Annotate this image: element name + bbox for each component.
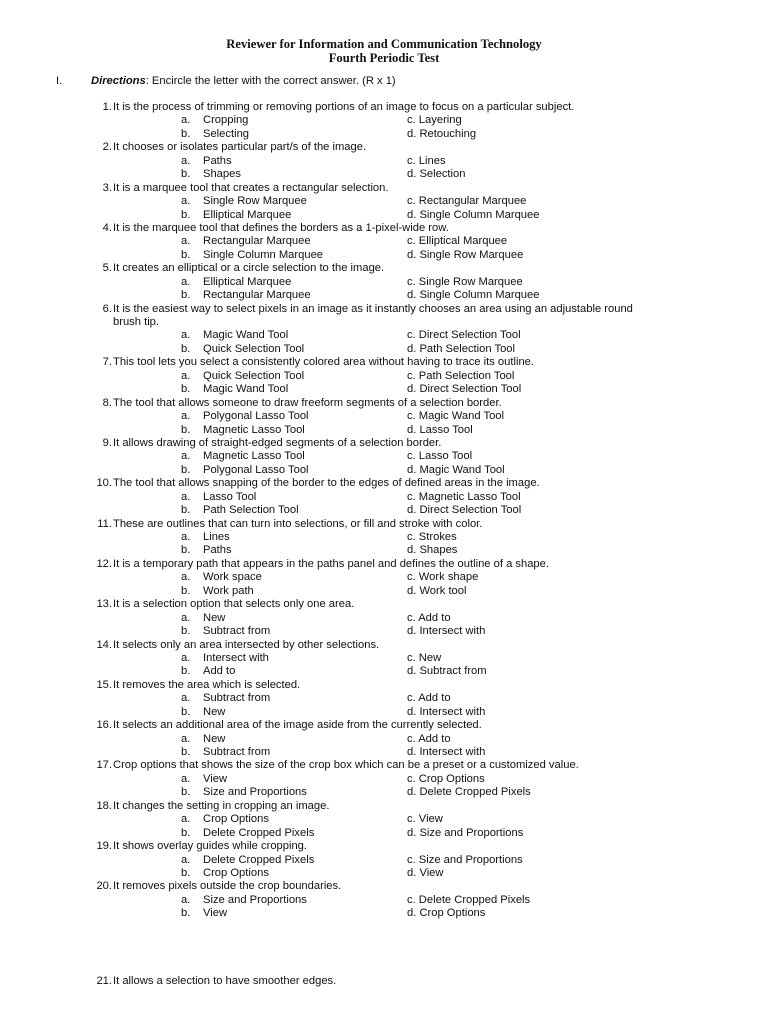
question-item	[0, 880, 768, 920]
question-stem-line	[0, 141, 768, 154]
question-stem-line	[0, 558, 768, 571]
question-text: This tool lets you select a consistently colored area without having to trace its outline.	[113, 356, 534, 369]
option-row	[0, 491, 768, 504]
question-stem-line	[0, 719, 768, 732]
option-row	[0, 370, 768, 383]
option-a: Quick Selection Tool	[203, 369, 305, 382]
option-row	[0, 450, 768, 463]
option-b: Elliptical Marquee	[203, 208, 292, 221]
option-letter-b: b.	[181, 383, 191, 396]
question-stem-line	[0, 262, 768, 275]
option-row	[0, 235, 768, 248]
option-row	[0, 854, 768, 867]
document-subtitle: Fourth Periodic Test	[328, 51, 440, 65]
option-row	[0, 531, 768, 544]
option-a: Cropping	[203, 114, 249, 127]
question-item	[0, 639, 768, 679]
question-text: It is a marquee tool that creates a rectangular selection.	[113, 181, 389, 194]
option-c: c. Lines	[407, 154, 446, 167]
question-stem-line	[0, 316, 768, 329]
question-item	[0, 759, 768, 799]
option-row	[0, 867, 768, 880]
option-b: Path Selection Tool	[203, 504, 299, 517]
question-number: 12.	[96, 557, 112, 570]
option-row	[0, 625, 768, 638]
option-letter-a: a.	[181, 450, 191, 463]
question-item	[0, 558, 768, 598]
option-c: c. Magic Wand Tool	[407, 410, 504, 423]
option-c: c. Strokes	[407, 531, 457, 543]
option-a: Crop Options	[203, 813, 269, 826]
question-text: It creates an elliptical or a circle selection to the image.	[113, 262, 385, 275]
option-letter-a: a.	[181, 490, 191, 503]
option-d: d. Work tool	[407, 584, 467, 597]
question-stem-line	[0, 182, 768, 195]
option-a: New	[203, 611, 226, 624]
option-c: c. Work shape	[407, 571, 479, 584]
question-number: 7.	[102, 356, 112, 369]
option-row	[0, 733, 768, 746]
option-row	[0, 249, 768, 262]
question-stem-line	[0, 679, 768, 692]
question-text: It removes the area which is selected.	[113, 678, 301, 691]
question-item	[0, 356, 768, 396]
option-a: Size and Proportions	[203, 893, 307, 906]
option-b: Paths	[203, 544, 232, 557]
option-row	[0, 706, 768, 719]
option-row	[0, 195, 768, 208]
option-letter-b: b.	[181, 866, 191, 879]
option-c: c. New	[407, 651, 442, 664]
question-stem-line	[0, 840, 768, 853]
option-letter-b: b.	[181, 423, 191, 436]
option-row	[0, 813, 768, 826]
option-a: Polygonal Lasso Tool	[203, 410, 309, 423]
option-c: c. Crop Options	[407, 772, 485, 785]
option-b: Rectangular Marquee	[203, 289, 311, 302]
question-number: 4.	[102, 221, 112, 234]
option-row	[0, 343, 768, 356]
option-b: Work path	[203, 584, 254, 597]
option-letter-a: a.	[181, 893, 191, 906]
question-text: It is the process of trimming or removing portions of an image to focus on a particular subject.	[113, 101, 575, 113]
option-d: d. Crop Options	[407, 907, 486, 920]
option-letter-b: b.	[181, 248, 191, 261]
option-d: d. Single Column Marquee	[407, 208, 540, 221]
question-stem-line	[0, 598, 768, 611]
option-c: c. Direct Selection Tool	[407, 329, 521, 342]
option-d: d. Direct Selection Tool	[407, 504, 522, 517]
option-c: c. Single Row Marquee	[407, 275, 523, 288]
question-text: The tool that allows snapping of the border to the edges of defined areas in the image.	[113, 477, 540, 490]
option-d: d. Magic Wand Tool	[407, 463, 505, 476]
question-item	[0, 437, 768, 477]
question-stem-line	[0, 518, 768, 531]
option-letter-a: a.	[181, 853, 191, 866]
question-number: 13.	[96, 598, 112, 611]
question-number: 17.	[96, 759, 112, 772]
option-d: d. Lasso Tool	[407, 423, 473, 436]
option-row	[0, 746, 768, 759]
option-row	[0, 585, 768, 598]
option-b: Shapes	[203, 168, 241, 181]
option-letter-a: a.	[181, 772, 191, 785]
option-letter-b: b.	[181, 746, 191, 758]
question-item	[0, 101, 768, 141]
option-a: Work space	[203, 571, 262, 584]
question-stem-line	[0, 437, 768, 450]
option-a: Magnetic Lasso Tool	[203, 450, 305, 463]
option-d: d. Intersect with	[407, 705, 486, 718]
option-letter-b: b.	[181, 342, 191, 355]
option-c: c. Delete Cropped Pixels	[407, 893, 531, 906]
option-row	[0, 464, 768, 477]
question-number: 20.	[96, 880, 112, 893]
option-a: Lines	[203, 531, 230, 543]
option-a: Elliptical Marquee	[203, 275, 292, 288]
question-text: It shows overlay guides while cropping.	[113, 840, 308, 853]
option-d: d. Selection	[407, 168, 466, 181]
option-b: Subtract from	[203, 746, 271, 758]
option-letter-b: b.	[181, 127, 191, 140]
question-item	[0, 303, 768, 357]
option-row	[0, 692, 768, 705]
question-number: 11.	[97, 517, 112, 530]
option-c: c. Add to	[407, 611, 451, 624]
option-c: c. Rectangular Marquee	[407, 195, 527, 208]
option-letter-b: b.	[181, 826, 191, 839]
option-b: Delete Cropped Pixels	[203, 826, 315, 839]
option-c: c. Layering	[407, 114, 462, 127]
option-row	[0, 114, 768, 127]
option-c: c. Path Selection Tool	[407, 369, 515, 382]
question-text: Crop options that shows the size of the crop box which can be a preset or a customized value.	[113, 759, 579, 772]
option-d: d. Path Selection Tool	[407, 342, 516, 355]
question-number: 14.	[96, 638, 112, 651]
option-row	[0, 827, 768, 840]
option-letter-b: b.	[181, 544, 191, 557]
question-item	[0, 800, 768, 840]
option-row	[0, 894, 768, 907]
directions-text: : Encircle the letter with the correct answer. (R x 1)	[145, 75, 396, 87]
option-row	[0, 424, 768, 437]
option-c: c. Size and Proportions	[407, 853, 523, 866]
option-letter-b: b.	[181, 584, 191, 597]
question-number: 10.	[96, 477, 112, 490]
question-stem-line	[0, 397, 768, 410]
option-d: d. Delete Cropped Pixels	[407, 786, 531, 799]
option-letter-a: a.	[181, 275, 191, 288]
question-item	[0, 679, 768, 719]
question-item	[0, 262, 768, 302]
option-a: View	[203, 772, 228, 785]
option-letter-a: a.	[181, 571, 191, 584]
option-c: c. Add to	[407, 692, 451, 705]
question-stem-line	[0, 303, 768, 316]
question-text: It is a temporary path that appears in the paths panel and defines the outline of a shape.	[113, 557, 549, 570]
option-letter-a: a.	[181, 235, 191, 248]
question-21	[0, 974, 768, 988]
option-row	[0, 773, 768, 786]
question-text: It allows drawing of straight-edged segments of a selection border.	[113, 436, 442, 449]
question-text: It is a selection option that selects only one area.	[113, 598, 355, 611]
question-number: 2.	[102, 141, 112, 154]
option-d: d. Subtract from	[407, 665, 487, 678]
section-number: I.	[56, 75, 63, 87]
option-a: New	[203, 732, 226, 745]
option-b: New	[203, 705, 226, 718]
option-b: Add to	[203, 665, 236, 678]
option-b: Single Column Marquee	[203, 248, 324, 261]
question-text: It selects an additional area of the image aside from the currently selected.	[113, 719, 482, 732]
option-a: Rectangular Marquee	[203, 235, 311, 248]
question-stem-line	[0, 101, 768, 114]
question-item	[0, 518, 768, 558]
option-letter-a: a.	[181, 732, 191, 745]
option-letter-b: b.	[181, 907, 191, 920]
option-letter-b: b.	[181, 463, 191, 476]
option-row	[0, 612, 768, 625]
option-c: c. Add to	[407, 732, 451, 745]
option-letter-a: a.	[181, 114, 191, 127]
directions-line	[56, 74, 396, 88]
question-text: It allows a selection to have smoother edges.	[113, 975, 337, 987]
question-number: 16.	[96, 719, 112, 732]
question-stem-line	[0, 800, 768, 813]
option-b: Subtract from	[203, 625, 271, 638]
question-text: It selects only an area intersected by other selections.	[113, 638, 380, 651]
question-text: It removes pixels outside the crop boundaries.	[113, 880, 342, 893]
option-letter-b: b.	[181, 289, 191, 302]
option-b: Quick Selection Tool	[203, 342, 305, 355]
option-letter-a: a.	[181, 195, 191, 208]
question-item	[0, 840, 768, 880]
question-number: 1.	[102, 101, 112, 113]
option-row	[0, 907, 768, 920]
option-d: d. Single Column Marquee	[407, 289, 540, 302]
question-list	[0, 101, 768, 921]
option-row	[0, 168, 768, 181]
question-number: 21.	[96, 975, 112, 987]
option-row	[0, 665, 768, 678]
option-letter-b: b.	[181, 168, 191, 181]
option-d: d. Single Row Marquee	[407, 248, 524, 261]
option-d: d. Intersect with	[407, 746, 486, 758]
option-letter-a: a.	[181, 531, 191, 543]
option-d: d. Intersect with	[407, 625, 486, 638]
question-stem-line	[0, 477, 768, 490]
option-a: Intersect with	[203, 651, 269, 664]
option-letter-a: a.	[181, 611, 191, 624]
question-number: 6.	[102, 302, 112, 315]
option-d: d. View	[407, 866, 444, 879]
option-row	[0, 155, 768, 168]
option-letter-a: a.	[181, 692, 191, 705]
question-stem-line	[0, 759, 768, 772]
question-item	[0, 141, 768, 181]
option-a: Single Row Marquee	[203, 195, 307, 208]
option-row	[0, 383, 768, 396]
option-c: c. Lasso Tool	[407, 450, 473, 463]
question-number: 8.	[102, 396, 112, 409]
option-letter-a: a.	[181, 154, 191, 167]
question-text: It is the marquee tool that defines the borders as a 1-pixel-wide row.	[113, 221, 449, 234]
question-item	[0, 477, 768, 517]
option-c: c. Elliptical Marquee	[407, 235, 508, 248]
option-d: d. Direct Selection Tool	[407, 383, 522, 396]
question-text: It chooses or isolates particular part/s of the image.	[113, 141, 367, 154]
question-item	[0, 719, 768, 759]
option-row	[0, 410, 768, 423]
option-letter-b: b.	[181, 625, 191, 638]
option-letter-a: a.	[181, 651, 191, 664]
option-letter-b: b.	[181, 504, 191, 517]
option-b: Crop Options	[203, 866, 269, 879]
directions-label: Directions	[91, 75, 146, 87]
question-stem-line	[0, 880, 768, 893]
question-text: It changes the setting in cropping an image.	[113, 799, 330, 812]
option-c: c. View	[407, 813, 443, 826]
question-item	[0, 222, 768, 262]
option-b: Magnetic Lasso Tool	[203, 423, 305, 436]
option-b: Magic Wand Tool	[203, 383, 289, 396]
option-letter-a: a.	[181, 329, 191, 342]
option-row	[0, 329, 768, 342]
option-d: d. Size and Proportions	[407, 826, 524, 839]
question-number: 9.	[102, 436, 112, 449]
question-number: 18.	[96, 799, 112, 812]
option-row	[0, 128, 768, 141]
option-letter-b: b.	[181, 786, 191, 799]
option-row	[0, 652, 768, 665]
question-number: 3.	[102, 181, 112, 194]
option-letter-b: b.	[181, 665, 191, 678]
question-stem-line	[0, 222, 768, 235]
option-letter-a: a.	[181, 410, 191, 423]
question-stem-line	[0, 356, 768, 369]
question-item	[0, 397, 768, 437]
option-row	[0, 209, 768, 222]
document-title: Reviewer for Information and Communication Technology	[226, 37, 542, 51]
option-row	[0, 544, 768, 557]
question-item	[0, 182, 768, 222]
option-c: c. Magnetic Lasso Tool	[407, 490, 521, 503]
option-row	[0, 276, 768, 289]
question-text: brush tip.	[113, 316, 160, 328]
option-letter-b: b.	[181, 705, 191, 718]
question-number: 5.	[102, 262, 112, 275]
question-number: 19.	[96, 840, 112, 853]
option-a: Delete Cropped Pixels	[203, 853, 315, 866]
option-a: Magic Wand Tool	[203, 329, 289, 342]
option-a: Subtract from	[203, 692, 271, 705]
question-stem-line	[0, 639, 768, 652]
option-b: View	[203, 907, 228, 920]
question-text: These are outlines that can turn into selections, or fill and stroke with color.	[113, 517, 483, 530]
option-b: Polygonal Lasso Tool	[203, 463, 309, 476]
option-row	[0, 786, 768, 799]
option-row	[0, 504, 768, 517]
option-d: d. Retouching	[407, 127, 477, 140]
option-letter-b: b.	[181, 208, 191, 221]
question-text: The tool that allows someone to draw freeform segments of a selection border.	[113, 396, 502, 409]
option-letter-a: a.	[181, 369, 191, 382]
question-text: It is the easiest way to select pixels in an image as it instantly chooses an area using an adjustable round	[113, 302, 633, 315]
option-d: d. Shapes	[407, 544, 458, 557]
option-row	[0, 571, 768, 584]
question-number: 15.	[96, 678, 112, 691]
option-letter-a: a.	[181, 813, 191, 826]
option-row	[0, 289, 768, 302]
option-b: Selecting	[203, 127, 250, 140]
question-item	[0, 598, 768, 638]
option-a: Lasso Tool	[203, 490, 257, 503]
option-b: Size and Proportions	[203, 786, 307, 799]
option-a: Paths	[203, 154, 232, 167]
